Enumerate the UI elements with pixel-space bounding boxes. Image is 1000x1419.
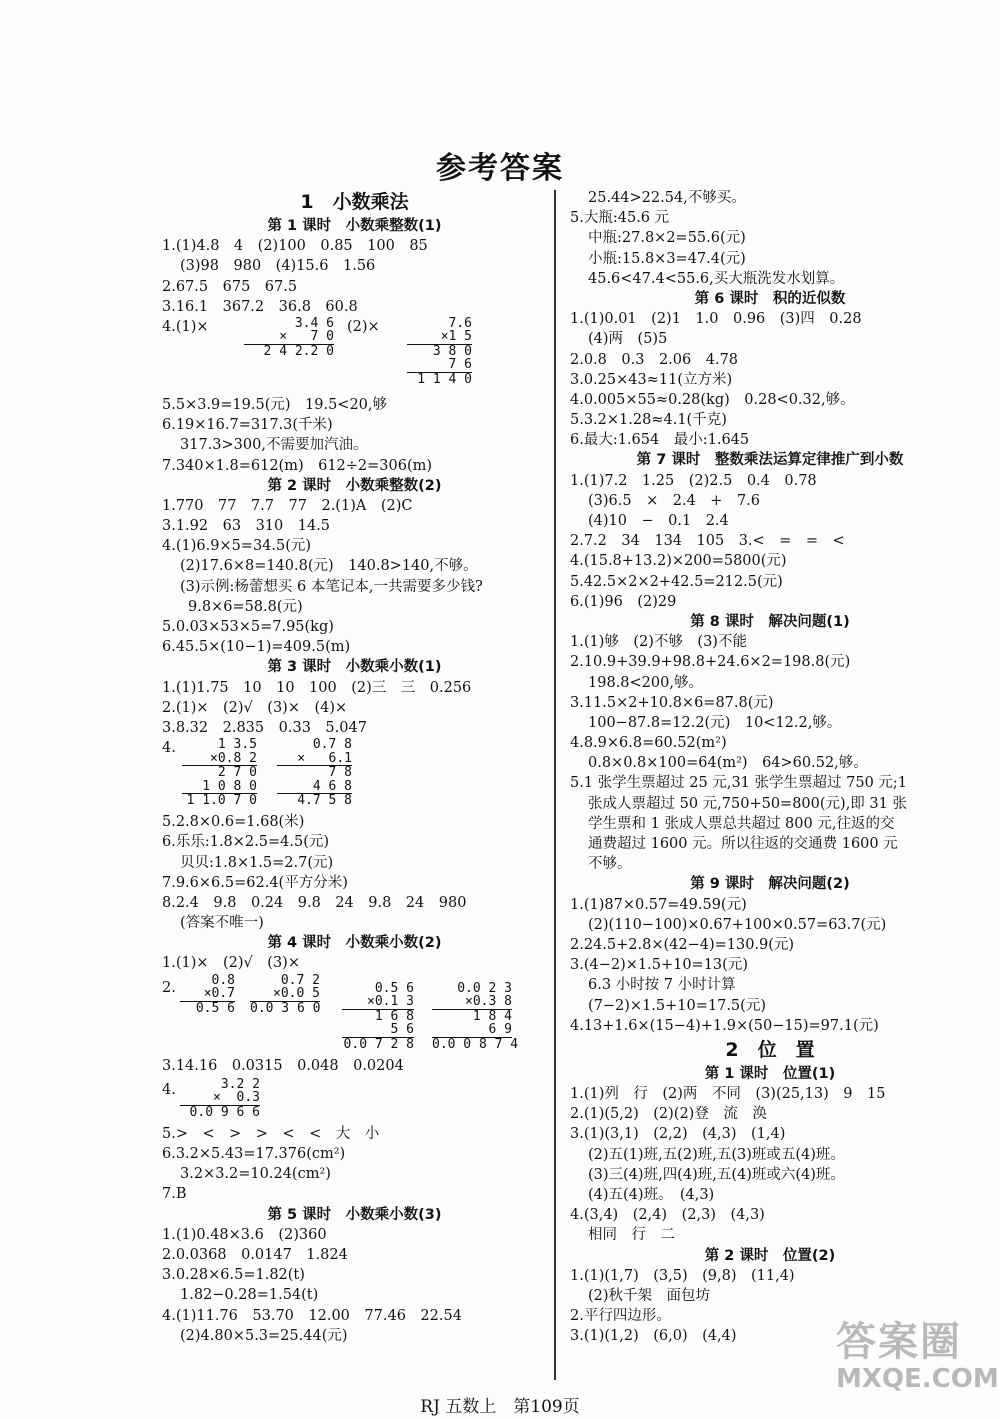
answer-line: 5.2.8×0.6=1.68(米) [162,814,305,831]
answer-line: 3.8.32 2.835 0.33 5.047 [162,719,367,736]
answer-line: (2)17.6×8=140.8(元) 140.8>140,不够。 [180,558,478,575]
answer-line: 3.(1)(3,1) (2,2) (4,3) (1,4) [570,1126,786,1143]
calc-row: × 6.1 [277,752,352,767]
vertical-calc [432,980,519,1052]
answer-line: 4.(3,4) (2,4) (2,3) (4,3) [570,1207,765,1224]
answer-line: 45.6<47.4<55.6,买大瓶洗发水划算。 [588,270,845,287]
calc-row: 1 1.0 7 0 [186,793,257,809]
answer-line: 不够。 [588,856,632,873]
lesson-heading: 第 2 课时 小数乘整数(2) [267,477,442,494]
answer-line: 2.10.9+39.9+98.8+24.6×2=198.8(元) [570,654,851,671]
calc-row: 4 6 8 [277,780,352,795]
answer-line: 4.(15.8+13.2)×200=5800(元) [570,553,787,570]
answer-line: (3)示例:杨蕾想买 6 本笔记本,一共需要多少钱? [180,578,483,595]
column-divider [554,190,556,1380]
answer-line: 3.11.5×2+10.8×6=87.8(元) [570,694,774,711]
answer-line: 5.大瓶:45.6 元 [570,210,670,227]
answer-line: 7.340×1.8=612(m) 612÷2=306(m) [162,457,433,474]
calc-row: 1 8 4 [472,1008,512,1024]
calc-row: 6 9 [432,1023,512,1038]
calc-row: 0.0 0 8 7 4 [432,1036,519,1052]
calc-row: 0.0 9 6 6 [189,1104,260,1120]
answer-line: 1.(1)7.2 1.25 (2)2.5 0.4 0.78 [570,472,817,489]
lesson-heading: 第 2 课时 位置(2) [704,1247,836,1264]
answer-line: 4. [162,740,176,757]
lesson-heading: 第 9 课时 解决问题(2) [690,876,850,893]
vertical-calc-block [162,974,547,1056]
answer-line: 2.24.5+2.8×(42−4)=130.9(元) [570,936,795,953]
unit-heading-1: 1 小数乘法 [300,191,409,213]
answer-line: 1.(1)0.01 (2)1 1.0 0.96 (3)四 0.28 [570,311,862,328]
calc-row: 3.2 2 [220,1076,260,1092]
calc-row: 0.5 6 [374,980,414,996]
answer-line: 3.0.28×6.5=1.82(t) [162,1267,305,1284]
vertical-calc [180,974,235,1016]
answer-line: 5.1 张学生票超过 25 元,31 张学生票超过 750 元;1 [570,775,908,792]
calc-row: 2 4 2.2 0 [263,343,334,359]
calc-row: 2 7 0 [217,765,257,781]
lesson-heading: 第 1 课时 小数乘整数(1) [267,218,442,234]
vertical-calc-block [162,738,547,812]
calc-row: 0.0 7 2 8 [343,1036,414,1052]
answer-line: 2.平行四边形。 [570,1308,671,1325]
answer-line: 2.(1)× (2)√ (3)× (4)× [162,699,348,716]
vertical-calc [180,1078,260,1120]
answer-line: (2)(110−100)×0.67+100×0.57=63.7(元) [588,916,887,933]
answer-line: 6.19×16.7=317.3(千米) [162,417,333,434]
lesson-heading: 第 1 课时 位置(1) [704,1065,836,1082]
unit-heading-2: 2 位 置 [725,1038,815,1061]
calc-row: 7.6 [448,315,472,331]
answer-line: 1.(1)× (2)√ (3)× [162,955,300,972]
calc-row: 0.7 2 [280,972,320,988]
calc-row: 0.7 8 [312,737,352,753]
answer-line: (2)五(1)班,五(2)班,五(3)班或五(4)班。 [588,1146,845,1163]
answer-line: 4.(1)11.76 53.70 12.00 77.46 22.54 [162,1307,462,1324]
answer-line: 1.(1)(1,7) (3,5) (9,8) (11,4) [570,1267,795,1284]
calc-row: ×0.7 [180,987,235,1002]
lesson-heading: 第 6 课时 积的近似数 [694,290,846,307]
vertical-calc [277,738,352,808]
answer-line: (3)6.5 × 2.4 + 7.6 [588,492,761,509]
answer-line: 2.0.8 0.3 2.06 4.78 [570,351,739,368]
calc-row: × 7 0 [244,330,334,345]
answer-line: (2)秋千架 面包坊 [588,1287,711,1304]
answer-line: 5.5×3.9=19.5(元) 19.5<20,够 [162,396,388,413]
answer-line: 3.16.1 367.2 36.8 60.8 [162,298,358,315]
answer-line: 3.14.16 0.0315 0.048 0.0204 [162,1057,404,1074]
answer-line: 学生票和 1 张成人票总共超过 800 元,往返的交 [588,815,895,832]
answer-line: 4.(1)× [162,318,209,335]
calc-row: ×0.3 8 [432,995,512,1010]
answer-line: 1.(1)0.48×3.6 (2)360 [162,1226,327,1243]
page-footer: RJ 五数上 第109页 [420,1397,580,1417]
answer-line: 100−87.8=12.2(元) 10<12.2,够。 [588,714,842,731]
answer-line: 1.(1)1.75 10 10 100 (2)三 三 0.256 [162,679,472,696]
answer-line: (7−2)×1.5+10=17.5(元) [588,997,766,1014]
answer-line: 5.3.2×1.28≈4.1(千克) [570,412,727,429]
watermark-url: MXQE.COM [836,1364,999,1394]
answer-line: 3.1.92 63 310 14.5 [162,518,331,535]
calc-row: 0.0 3 6 0 [250,1000,321,1016]
calc-row: ×0.1 3 [342,995,414,1010]
answer-line: (3)三(4)班,四(4)班,五(4)班或六(4)班。 [588,1166,845,1183]
calc-row: 5 6 [342,1023,414,1038]
answer-line: (4)10 − 0.1 2.4 [588,513,729,529]
answer-line: 6.最大:1.654 最小:1.645 [570,432,750,449]
calc-row: ×0.0 5 [250,987,320,1002]
vertical-calc [182,738,257,808]
answer-line: (2)4.80×5.3=25.44(元) [180,1327,348,1344]
calc-row: 1 3.5 [217,737,257,753]
answer-line: 8.2.4 9.8 0.24 9.8 24 9.8 24 980 [162,894,467,911]
answer-line: 5.42.5×2×2+42.5=212.5(元) [570,573,783,590]
answer-line: 3.(1)(1,2) (6,0) (4,4) [570,1328,737,1345]
calc-row: 0.8 [211,972,235,988]
calc-row: 1 0 8 0 [182,780,257,795]
calc-row: 0.0 2 3 [457,980,512,996]
answer-line: 相同 行 二 [588,1227,675,1244]
lesson-heading: 第 4 课时 小数乘小数(2) [267,935,442,952]
vertical-calc [250,974,320,1016]
calc-row: × 0.3 [180,1091,260,1106]
answer-line: (4)两 (5)5 [588,331,668,348]
answer-line: 2.67.5 675 67.5 [162,278,298,295]
calc-row: 3.4 6 [294,315,334,331]
answer-line: 4.0.005×55≈0.28(kg) 0.28<0.32,够。 [570,391,855,408]
calc-row: 7 8 [328,765,352,781]
vertical-calc [342,982,414,1052]
calc-row: 3 8 0 [432,343,472,359]
answer-line: 4.(1)6.9×5=34.5(元) [162,538,312,555]
answer-line: 4.8.9×6.8=60.52(m²) [570,735,727,752]
answer-line: 25.44>22.54,不够买。 [588,190,746,206]
lesson-heading: 第 3 课时 小数乘小数(1) [267,659,442,676]
answer-line: 6.(1)96 (2)29 [570,593,677,610]
calc-row: 0.5 6 [195,1000,235,1016]
answer-line: 贝贝:1.8×1.5=2.7(元) [180,854,334,871]
answer-line: 1.(1)够 (2)不够 (3)不能 [570,634,747,651]
answer-line: 张成人票超过 50 元,750+50=800(元),即 31 张 [588,795,907,812]
lesson-heading: 第 7 课时 整数乘法运算定律推广到小数 [636,452,904,469]
calc-row: 1 6 8 [374,1008,414,1024]
answer-line: 4.13+1.6×(15−4)+1.9×(50−15)=97.1(元) [570,1017,879,1034]
vertical-calc-block [162,1076,547,1124]
answer-line: 6.乐乐:1.8×2.5=4.5(元) [162,834,330,851]
answer-line: (答案不唯一) [180,915,264,932]
lesson-heading: 第 8 课时 解决问题(1) [690,613,850,630]
answer-line: 6.3 小时按 7 小时计算 [588,977,736,994]
page-title: 参考答案 [436,151,564,186]
answer-line: 通费超过 1600 元。所以往返的交通费 1600 元 [588,836,898,852]
answer-line: 6.3.2×5.43=17.376(cm²) [162,1146,346,1162]
answer-line: 4. [162,1081,176,1098]
answer-line: (4)五(4)班。 (4,3) [588,1187,715,1203]
left-column [162,188,547,1346]
answer-line: 5.0.03×53×5=7.95(kg) [162,619,334,635]
answer-line: (3)98 980 (4)15.6 1.56 [180,258,376,275]
answer-line: 1.82−0.28=1.54(t) [180,1287,319,1304]
vertical-calc-block [162,317,547,395]
calc-row: ×0.8 2 [182,752,257,767]
vertical-calc [244,317,334,359]
answer-line: (2)× [347,318,380,335]
vertical-calc [407,317,472,387]
answer-line: 1.(1)列 行 (2)两 不同 (3)(25,13) 9 15 [570,1086,886,1103]
answer-line: 3.(4−2)×1.5+10=13(元) [570,957,748,974]
answer-line: 198.8<200,够。 [588,674,703,691]
calc-row: 1 1 4 0 [417,371,472,387]
calc-row: ×1 5 [407,330,472,345]
answer-line: 6.45.5×(10−1)=409.5(m) [162,639,351,656]
answer-line: 0.8×0.8×100=64(m²) 64>60.52,够。 [588,755,868,772]
answer-line: 317.3>300,不需要加汽油。 [180,437,368,454]
answer-line: 1.(1)87×0.57=49.59(元) [570,896,747,913]
answer-line: 7.9.6×6.5=62.4(平方分米) [162,874,348,891]
lesson-heading: 第 5 课时 小数乘小数(3) [267,1206,442,1223]
answer-line: 2.(1)(5,2) (2)(2)登 流 涣 [570,1106,767,1123]
answer-line: 9.8×6=58.8(元) [188,598,303,615]
right-column [570,188,970,1347]
answer-line: 2.0.0368 0.0147 1.824 [162,1246,348,1263]
answer-line: 1.770 77 7.7 77 2.(1)A (2)C [162,497,413,514]
calc-row: 4.7 5 8 [297,793,352,809]
answer-line: 2. [162,979,176,996]
answer-line: 3.2×3.2=10.24(cm²) [180,1166,331,1183]
answer-line: 7.B [162,1186,187,1203]
answer-line: 中瓶:27.8×2=55.6(元) [588,230,746,247]
calc-row: 7 6 [407,358,472,373]
answer-line: 2.7.2 34 134 105 3.< = = < [570,533,845,550]
answer-line: 3.0.25×43≈11(立方米) [570,371,733,388]
answer-line: 1.(1)4.8 4 (2)100 0.85 100 85 [162,238,428,255]
answer-line: 小瓶:15.8×3=47.4(元) [588,250,746,267]
answer-line: 5.> < > > < < 大 小 [162,1125,380,1142]
watermark-logo [836,1319,999,1405]
watermark-text: 答案圈 [836,1319,962,1365]
